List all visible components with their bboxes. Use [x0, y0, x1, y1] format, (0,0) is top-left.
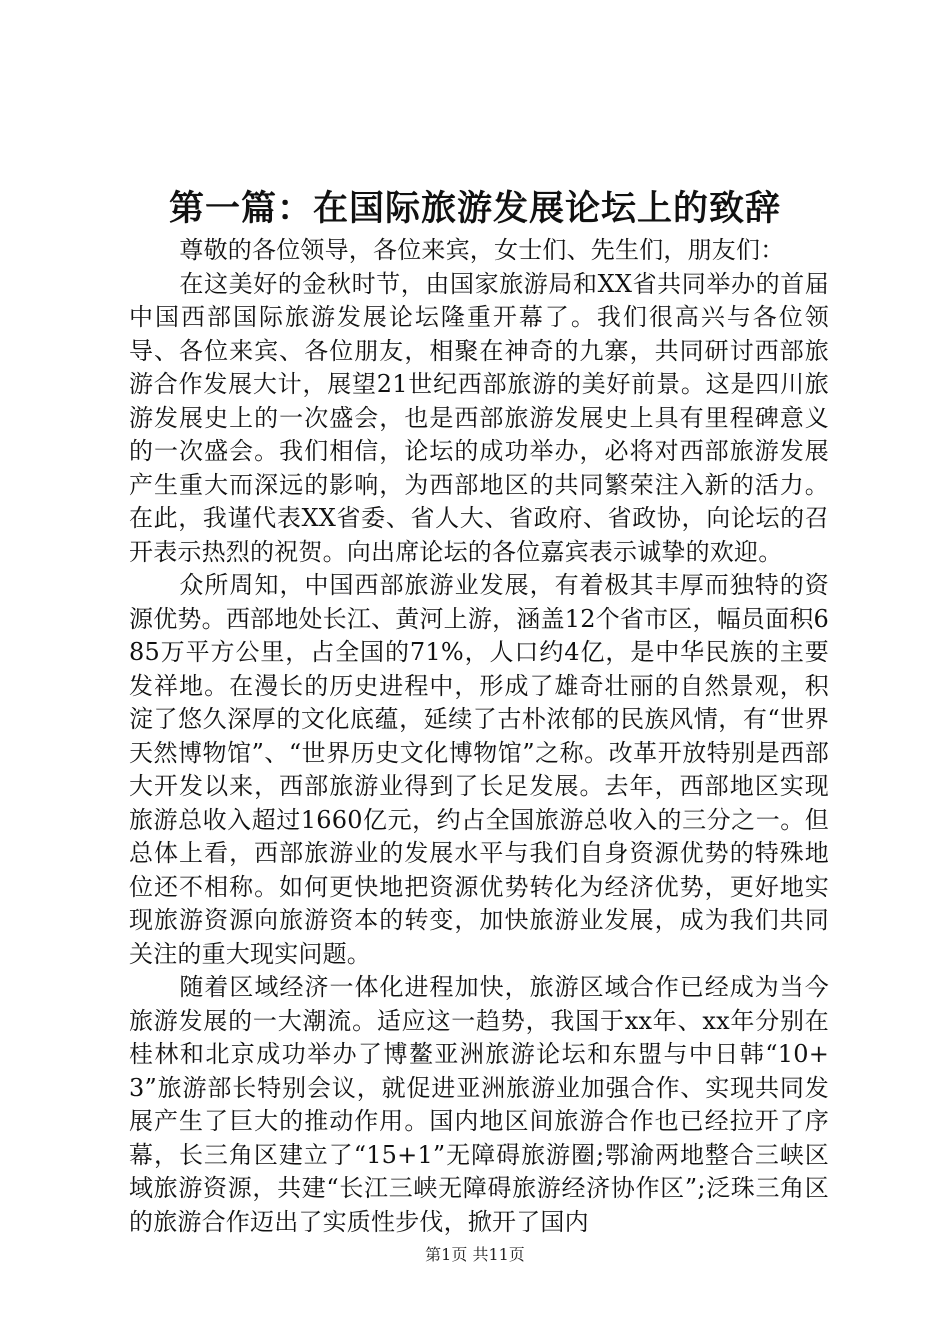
- body-paragraph: 在这美好的金秋时节，由国家旅游局和XX省共同举办的首届中国西部国际旅游发展论坛隆重开幕了。我们很高兴与各位领导、各位来宾、各位朋友，相聚在神奇的九寨，共同研讨西部旅游合作发展大计，展望21世纪西部旅游的美好前景。这是四川旅游发展史上的一次盛会，也是西部旅游发展史上具有里程碑意义的一次盛会。我们相信，论坛的成功举办，必将对西部旅游发展产生重大而深远的影响，为西部地区的共同繁荣注入新的活力。在此，我谨代表XX省委、省人大、省政府、省政协，向论坛的召开表示热烈的祝贺。向出席论坛的各位嘉宾表示诚挚的欢迎。: [129, 269, 829, 566]
- page-number-footer: 第1页 共11页: [425, 1245, 525, 1264]
- salutation-paragraph: 尊敬的各位领导，各位来宾，女士们、先生们，朋友们：: [179, 236, 785, 264]
- body-paragraph: 众所周知，中国西部旅游业发展，有着极其丰厚而独特的资源优势。西部地处长江、黄河上游，涵盖12个省市区，幅员面积685万平方公里，占全国的71%，人口约4亿，是中华民族的主要发祥地。在漫长的历史进程中，形成了雄奇壮丽的自然景观，积淀了悠久深厚的文化底蕴，延续了古朴浓郁的民族风情，有“世界天然博物馆”、“世界历史文化博物馆”之称。改革开放特别是西部大开发以来，西部旅游业得到了长足发展。去年，西部地区实现旅游总收入超过1660亿元，约占全国旅游总收入的三分之一。但总体上看，西部旅游业的发展水平与我们自身资源优势的特殊地位还不相称。如何更快地把资源优势转化为经济优势，更好地实现旅游资源向旅游资本的转变，加快旅游业发展，成为我们共同关注的重大现实问题。: [129, 571, 829, 968]
- body-paragraph: 随着区域经济一体化进程加快，旅游区域合作已经成为当今旅游发展的一大潮流。适应这一趋势，我国于xx年、xx年分别在桂林和北京成功举办了博鳌亚洲旅游论坛和东盟与中日韩“10+3”旅游部长特别会议，就促进亚洲旅游业加强合作、实现共同发展产生了巨大的推动作用。国内地区间旅游合作也已经拉开了序幕，长三角区建立了“15+1”无障碍旅游圈;鄂渝两地整合三峡区域旅游资源，共建“长江三峡无障碍旅游经济协作区”;泛珠三角区的旅游合作迈出了实质性步伐，掀开了国内: [129, 973, 829, 1236]
- document-body: [129, 234, 829, 1239]
- document-title: 第一篇：在国际旅游发展论坛上的致辞: [168, 188, 781, 229]
